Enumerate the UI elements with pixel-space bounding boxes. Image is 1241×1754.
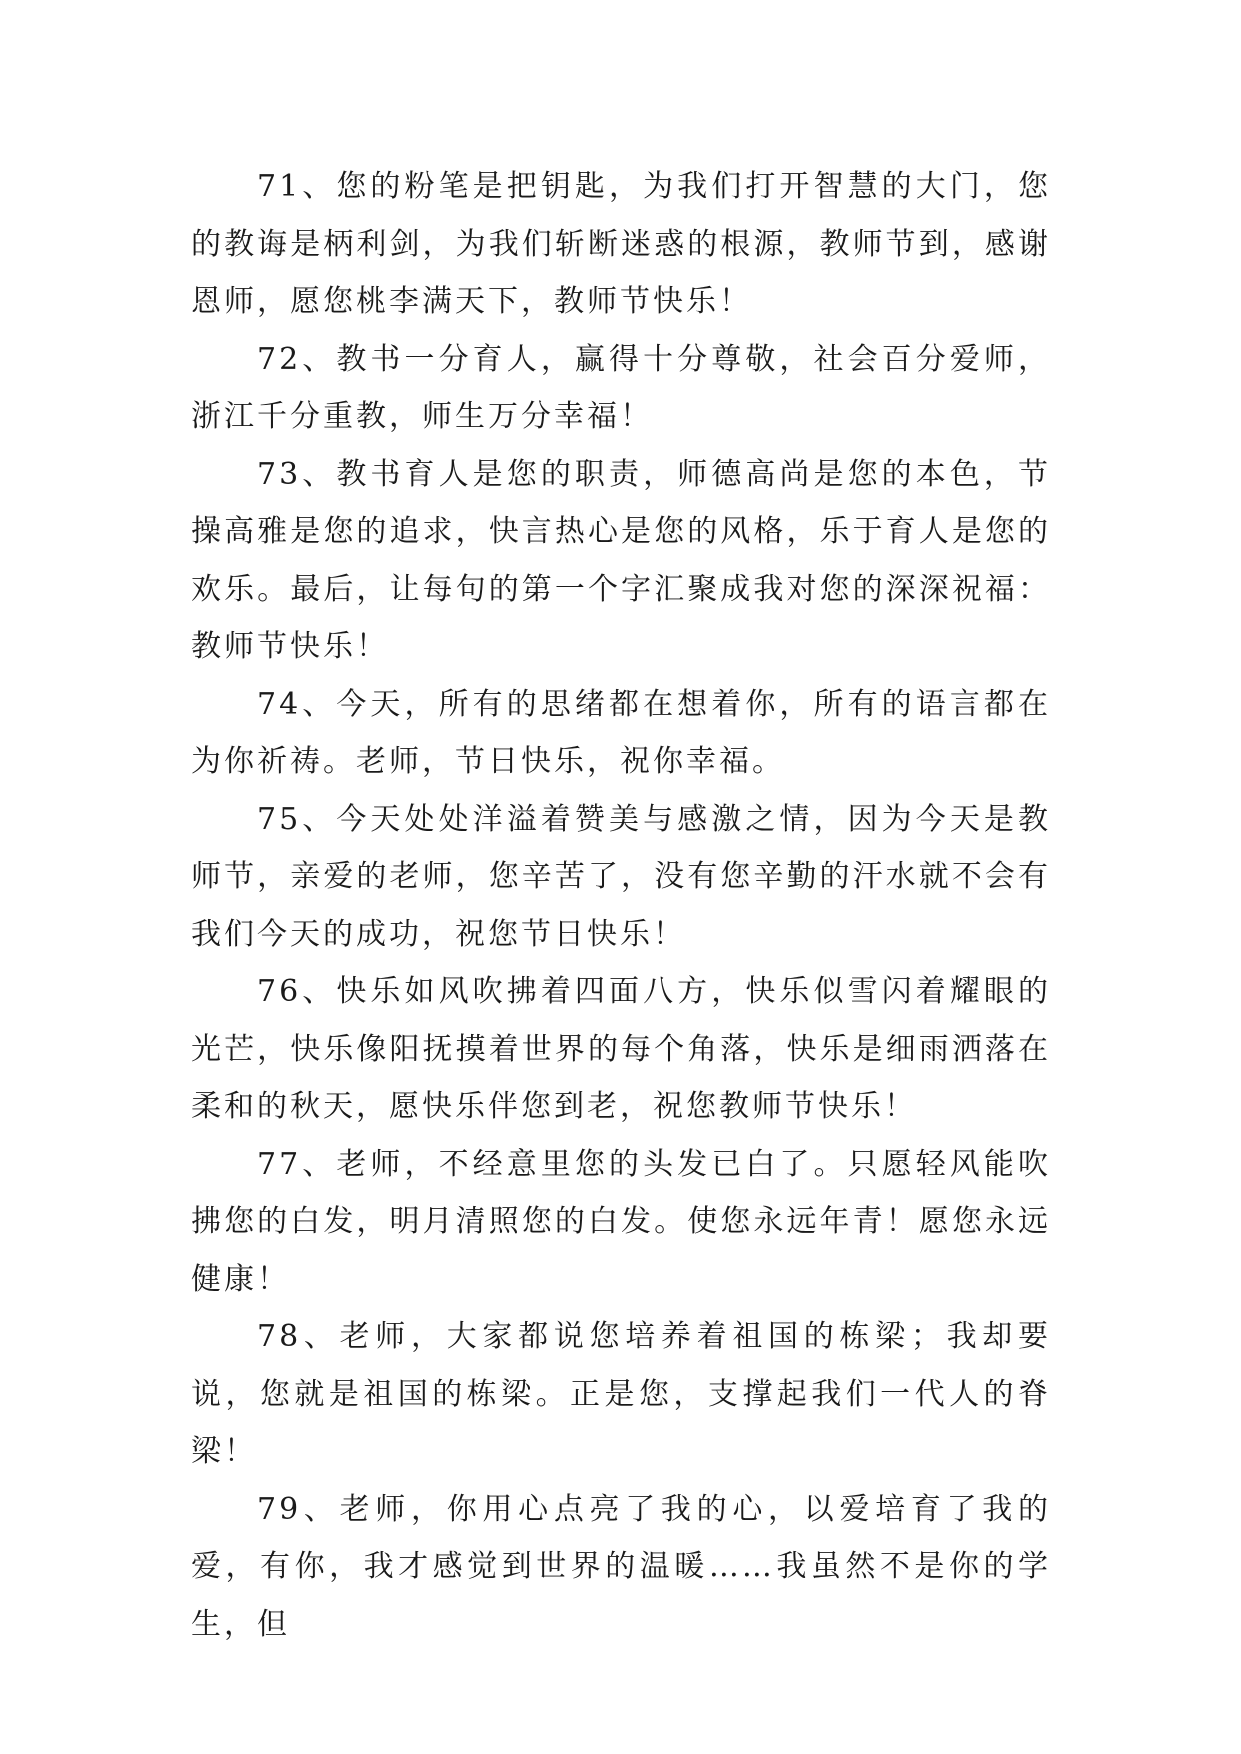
paragraph-77: 77、老师，不经意里您的头发已白了。只愿轻风能吹拂您的白发，明月清照您的白发。使您永远年青！愿您永远健康！ (191, 1146, 1051, 1297)
paragraph-74: 74、今天，所有的思绪都在想着你，所有的语言都在为你祈祷。老师，节日快乐，祝你幸福。 (191, 686, 1051, 779)
paragraph-75: 75、今天处处洋溢着赞美与感激之情，因为今天是教师节，亲爱的老师，您辛苦了，没有您辛勤的汗水就不会有我们今天的成功，祝您节日快乐！ (191, 801, 1051, 952)
paragraph-71: 71、您的粉笔是把钥匙，为我们打开智慧的大门，您的教诲是柄利剑，为我们斩断迷惑的根源，教师节到，感谢恩师，愿您桃李满天下，教师节快乐！ (191, 169, 1051, 319)
paragraph-79: 79、老师，你用心点亮了我的心，以爱培育了我的爱，有你，我才感觉到世界的温暖……我虽然不是你的学生，但 (191, 1491, 1051, 1642)
paragraph-73: 73、教书育人是您的职责，师德高尚是您的本色，节操高雅是您的追求，快言热心是您的风格，乐于育人是您的欢乐。最后，让每句的第一个字汇聚成我对您的深深祝福：教师节快乐！ (191, 456, 1051, 664)
document-body (191, 158, 1051, 1653)
paragraph-72: 72、教书一分育人，赢得十分尊敬，社会百分爱师，浙江千分重教，师生万分幸福！ (191, 341, 1051, 434)
paragraph-78: 78、老师，大家都说您培养着祖国的栋梁；我却要说，您就是祖国的栋梁。正是您，支撑起我们一代人的脊梁！ (191, 1319, 1051, 1469)
paragraph-76: 76、快乐如风吹拂着四面八方，快乐似雪闪着耀眼的光芒，快乐像阳抚摸着世界的每个角落，快乐是细雨洒落在柔和的秋天，愿快乐伴您到老，祝您教师节快乐！ (191, 974, 1051, 1124)
